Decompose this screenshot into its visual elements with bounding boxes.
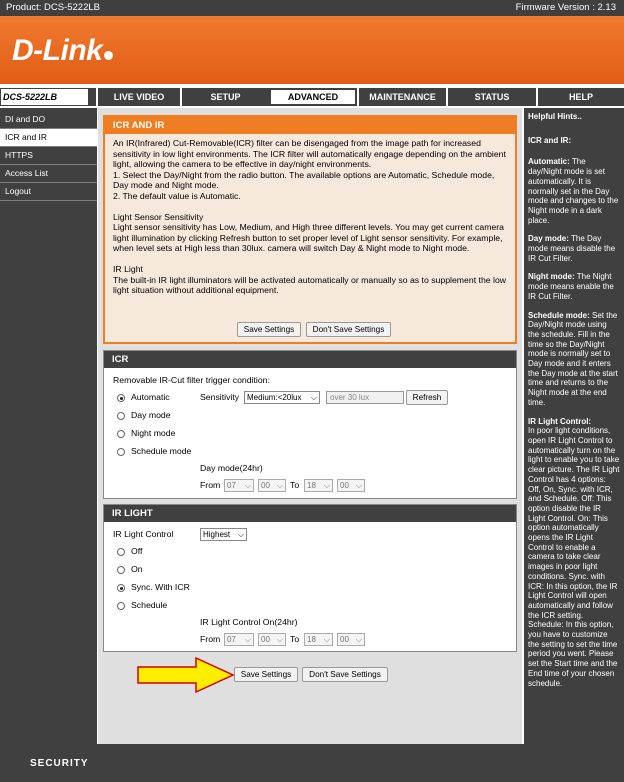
- dlink-logo: D-Link: [12, 34, 113, 68]
- model-label: DCS-5222LB: [0, 88, 89, 106]
- radio-ir-on-label: On: [131, 564, 143, 574]
- sidebar-item-icr-ir[interactable]: ICR and IR: [0, 129, 97, 147]
- radio-schedule-mode-label: Schedule mode: [131, 446, 192, 456]
- radio-automatic[interactable]: [117, 394, 125, 402]
- refresh-button[interactable]: Refresh: [406, 390, 448, 405]
- panel-title: IR LIGHT: [104, 505, 516, 522]
- product-label: Product: DCS-5222LB: [6, 2, 100, 13]
- hint-automatic-text: The day/Night mode is set automatically. It is normally set in the Day mode and changes to the Night mode in a dark place.: [528, 157, 619, 225]
- save-settings-button[interactable]: Save Settings: [234, 667, 298, 682]
- radio-ir-sync[interactable]: [117, 584, 125, 592]
- top-bar: [0, 0, 624, 16]
- to-hour-select[interactable]: 18 ⌵: [304, 479, 333, 492]
- sensitivity-label: Sensitivity: [200, 392, 240, 402]
- chevron-down-icon: ⌵: [323, 635, 330, 644]
- main-content: [98, 108, 522, 744]
- hint-automatic-title: Automatic:: [528, 157, 570, 167]
- tab-maintenance[interactable]: MAINTENANCE: [357, 88, 446, 106]
- hint-day-title: Day mode:: [528, 234, 569, 244]
- hint-day-text: The Day mode means disable the IR Cut Filter.: [528, 234, 616, 263]
- panel-title: ICR: [104, 351, 516, 368]
- ir-control-label: IR Light Control: [113, 529, 174, 539]
- ir-light-text: The built-in IR light illuminators will be activated automatically or manually so as to supplement the low light situation without additional equipment.: [113, 274, 507, 296]
- sidebar-item-https[interactable]: HTTPS: [0, 147, 97, 165]
- chevron-down-icon: ⌵: [355, 635, 362, 644]
- from-label: From: [200, 480, 221, 490]
- sidebar-item-logout[interactable]: Logout: [0, 183, 97, 201]
- hint-ir-control-text: In poor light conditions, open IR Light Control to automatically turn on the light to enable you to take clear picture. The IR Light Control has 4 options: Off, On, Sync. with ICR, and Schedule. Off: This option disable the IR Light Control. On: This option automatically opens the IR Light Control to enable a camera to take clear images in poor light conditions. Sync. with ICR: In this option, the IR Light Control will open automatically and follow the ICR setting. Schedule: In this option, you have to customize the setting to set the time period you went. Please set the Start time and the End time of your chosen schedule.: [528, 426, 620, 688]
- chevron-down-icon: ⌵: [237, 530, 244, 539]
- ir-light-heading: IR Light: [113, 263, 143, 274]
- hint-ir-control-title: IR Light Control:: [528, 416, 592, 426]
- chevron-down-icon: ⌵: [244, 635, 251, 644]
- radio-automatic-label: Automatic: [131, 392, 170, 402]
- hints-title: Helpful Hints..: [528, 112, 582, 121]
- hint-schedule-title: Schedule mode:: [528, 310, 590, 320]
- sensor-heading: Light Sensor Sensitivity: [113, 211, 204, 222]
- save-settings-button-top[interactable]: Save Settings: [237, 322, 301, 337]
- ir-light-panel: [103, 504, 517, 652]
- radio-ir-off[interactable]: [117, 548, 125, 556]
- intro-text: [105, 134, 515, 296]
- to-minute-select[interactable]: 00 ⌵: [337, 479, 365, 492]
- day-mode-schedule-label: Day mode(24hr): [200, 463, 263, 473]
- icr-panel: [103, 350, 517, 499]
- footer: [0, 744, 624, 782]
- intro-step-1: 1. Select the Day/Night from the radio button. The available options are Automatic, Schedule mode, Day mode and Night mode.: [113, 169, 495, 191]
- from-minute-select[interactable]: 00 ⌵: [258, 479, 286, 492]
- ir-control-select[interactable]: Highest ⌵: [200, 528, 247, 541]
- ir-from-hour-select[interactable]: 07 ⌵: [224, 633, 254, 646]
- icr-ir-intro-panel: [103, 115, 517, 344]
- to-label: To: [290, 480, 300, 490]
- ir-from-minute-select[interactable]: 00 ⌵: [258, 633, 286, 646]
- header-banner: [0, 16, 624, 84]
- trigger-condition-label: Removable IR-Cut filter trigger condition:: [113, 375, 270, 385]
- hint-night-text: The Night mode means enable the IR Cut Filter.: [528, 272, 614, 301]
- chevron-down-icon: ⌵: [323, 481, 330, 490]
- radio-ir-off-label: Off: [131, 546, 143, 556]
- ir-to-minute-select[interactable]: 00 ⌵: [337, 633, 365, 646]
- firmware-label: Firmware Version : 2.13: [515, 2, 616, 13]
- tab-setup[interactable]: SETUP: [180, 88, 269, 106]
- sidebar-item-access-list[interactable]: Access List: [0, 165, 97, 183]
- left-sidebar: [0, 108, 97, 744]
- main-nav: [0, 84, 624, 108]
- sidebar-item-di-do[interactable]: DI and DO: [0, 111, 97, 129]
- radio-day-mode-label: Day mode: [131, 410, 171, 420]
- radio-schedule-mode[interactable]: [117, 448, 125, 456]
- ir-schedule-label: IR Light Control On(24hr): [200, 617, 298, 627]
- from-label: From: [200, 634, 221, 644]
- tab-advanced[interactable]: ADVANCED: [269, 88, 357, 106]
- intro-paragraph: An IR(Infrared) Cut-Removable(ICR) filter can be disengaged from the image path for increased sensitivity in low light environments. The ICR filter will automatically engage depending on the ambient light, allowing the camera to be effective in day/night environments.: [113, 138, 506, 170]
- sensor-text: Light sensor sensitivity has Low, Medium, and High three different levels. You may get current camera light illumination by clicking Refresh button to set proper level of Light sensor sensitivity. For example, when level sets at High less than 30lux. camera will switch Day & Night mode to Night mode.: [113, 222, 504, 254]
- chevron-down-icon: ⌵: [276, 635, 283, 644]
- from-hour-select[interactable]: 07 ⌵: [224, 479, 254, 492]
- hint-schedule-text: Set the Day/Night mode using the schedule. Fill in the time so the Day/Night mode is normally set to Day mode and it enters the Day mode at the start time and returns to the Night mode at the end time.: [528, 310, 618, 407]
- radio-ir-schedule[interactable]: [117, 602, 125, 610]
- radio-night-mode-label: Night mode: [131, 428, 176, 438]
- to-label: To: [290, 634, 300, 644]
- tab-live-video[interactable]: LIVE VIDEO: [96, 88, 180, 106]
- tab-status[interactable]: STATUS: [446, 88, 536, 106]
- chevron-down-icon: ⌵: [244, 481, 251, 490]
- intro-step-2: 2. The default value is Automatic.: [113, 190, 241, 201]
- sensitivity-select[interactable]: Medium:<20lux ⌵: [244, 391, 320, 404]
- chevron-down-icon: ⌵: [355, 481, 362, 490]
- panel-title: ICR AND IR: [105, 117, 515, 134]
- dont-save-settings-button[interactable]: Don't Save Settings: [302, 667, 388, 682]
- highlight-arrow-icon: [136, 656, 236, 694]
- radio-night-mode[interactable]: [117, 430, 125, 438]
- radio-day-mode[interactable]: [117, 412, 125, 420]
- helpful-hints-panel: [524, 108, 624, 744]
- chevron-down-icon: ⌵: [310, 393, 317, 402]
- logo-dot-icon: [104, 51, 113, 60]
- radio-ir-schedule-label: Schedule: [131, 600, 168, 610]
- lux-readout-field[interactable]: over 30 lux: [326, 391, 404, 404]
- radio-ir-sync-label: Sync. With ICR: [131, 582, 190, 592]
- radio-ir-on[interactable]: [117, 566, 125, 574]
- dont-save-settings-button-top[interactable]: Don't Save Settings: [306, 322, 391, 337]
- ir-to-hour-select[interactable]: 18 ⌵: [304, 633, 333, 646]
- footer-security-label: SECURITY: [30, 758, 89, 769]
- hints-heading: ICR and IR:: [528, 135, 572, 145]
- tab-help[interactable]: HELP: [536, 88, 624, 106]
- chevron-down-icon: ⌵: [276, 481, 283, 490]
- hint-night-title: Night mode:: [528, 272, 575, 282]
